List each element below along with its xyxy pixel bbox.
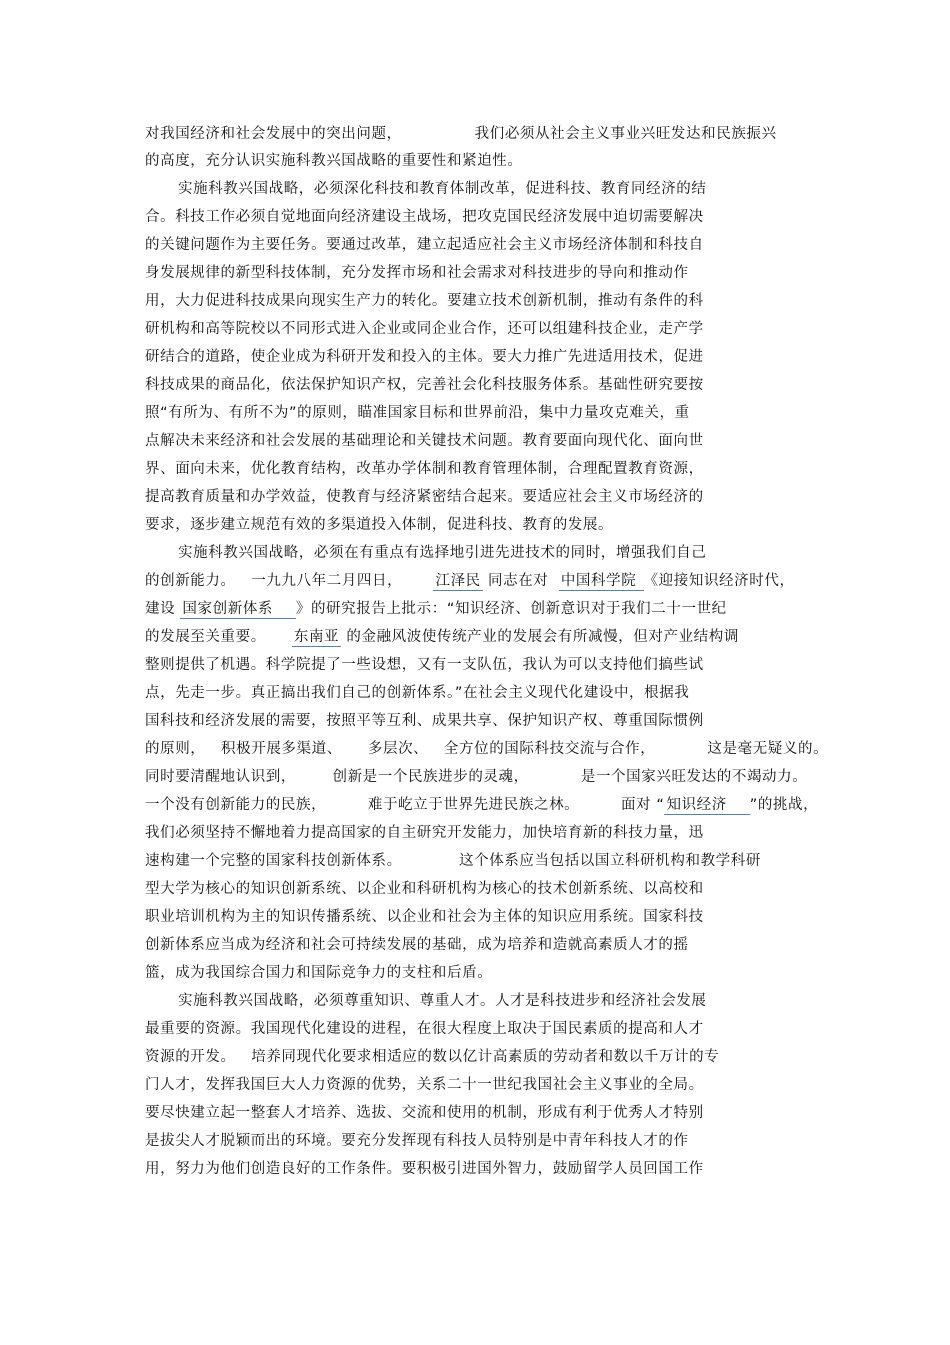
text-line: 是拔尖人才脱颖而出的环境。要充分发挥现有科技人员特别是中青年科技人才的作: [145, 1133, 689, 1149]
hyperlink-knowledge-economy[interactable]: 知识经济: [666, 797, 748, 813]
text-line: 用，努力为他们创造良好的工作条件。要积极引进国外智力，鼓励留学人员回国工作: [145, 1161, 704, 1177]
text-line: 资源的开发。 培养同现代化要求相适应的数以亿计高素质的劳动者和数以千万计的专: [145, 1049, 720, 1065]
text-line: 同时要清醒地认识到， 创新是一个民族进步的灵魂， 是一个国家兴旺发达的不竭动力。: [145, 769, 808, 785]
text-line: 职业培训机构为主的知识传播系统、以企业和社会为主体的知识应用系统。国家科技: [145, 909, 704, 925]
text-line: 要尽快建立起一整套人才培养、选拔、交流和使用的机制，形成有利于优秀人才特别: [145, 1105, 704, 1121]
hyperlink-southeast-asia[interactable]: 东南亚: [293, 629, 340, 645]
text-line: 照“有所为、有所不为”的原则，瞄准国家目标和世界前沿，集中力量攻克难关，重: [145, 405, 690, 421]
text-line: 我们必须坚持不懈地着力提高国家的自主研究开发能力，加快培育新的科技力量，迅: [145, 825, 704, 841]
text-line: 的创新能力。 一九九八年二月四日， 江泽民 同志在对 中国科学院 《迎接知识经济时代，: [145, 573, 795, 589]
text-line: 国科技和经济发展的需要，按照平等互利、成果共享、保护知识产权、尊重国际惯例: [145, 713, 704, 729]
text-line: 用，大力促进科技成果向现实生产力的转化。要建立技术创新机制，推动有条件的科: [145, 293, 704, 309]
text-line: 篮，成为我国综合国力和国际竞争力的支柱和后盾。: [145, 965, 493, 981]
text-line: 最重要的资源。我国现代化建设的进程，在很大程度上取决于国民素质的提高和人才: [145, 1021, 704, 1037]
text-line: 的高度，充分认识实施科教兴国战略的重要性和紧迫性。: [145, 153, 523, 169]
text-line: 的发展至关重要。 东南亚 的金融风波使传统产业的发展会有所减慢，但对产业结构调: [145, 629, 739, 645]
text-line: 界、面向未来，优化教育结构，改革办学体制和教育管理体制，合理配置教育资源，: [145, 461, 704, 477]
text-line: 提高教育质量和办学效益，使教育与经济紧密结合起来。要适应社会主义市场经济的: [145, 489, 704, 505]
text-line: 对我国经济和社会发展中的突出问题， 我们必须从社会主义事业兴旺发达和民族振兴: [145, 126, 777, 142]
text-line: 的关键问题作为主要任务。要通过改革，建立起适应社会主义市场经济体制和科技自: [145, 237, 704, 253]
text-line: 速构建一个完整的国家科技创新体系。 这个体系应当包括以国立科研机构和教学科研: [145, 853, 761, 869]
paragraph-start-line: 实施科教兴国战略，必须尊重知识、尊重人才。人才是科技进步和经济社会发展: [178, 993, 707, 1009]
paragraph-start-line: 实施科教兴国战略，必须在有重点有选择地引进先进技术的同时，增强我们自己: [178, 545, 707, 561]
text-line: 科技成果的商品化，依法保护知识产权，完善社会化科技服务体系。基础性研究要按: [145, 377, 704, 393]
text-line: 研结合的道路，使企业成为科研开发和投入的主体。要大力推广先进适用技术，促进: [145, 349, 704, 365]
text-line: 点，先走一步。真正搞出我们自己的创新体系。”在社会主义现代化建设中，根据我: [145, 685, 690, 701]
hyperlink-jiang-zemin[interactable]: 江泽民: [435, 573, 481, 589]
text-line: 整则提供了机遇。科学院提了一些设想，又有一支队伍，我认为可以支持他们搞些试: [145, 657, 704, 673]
text-line: 一个没有创新能力的民族， 难于屹立于世界先进民族之林。 面对 “ 知识经济 ”的挑战，: [145, 797, 819, 813]
hyperlink-national-innovation-system[interactable]: 国家创新体系: [182, 601, 294, 617]
text-line: 创新体系应当成为经济和社会可持续发展的基础，成为培养和造就高素质人才的摇: [145, 937, 689, 953]
text-line: 的原则， 积极开展多渠道、 多层次、 全方位的国际科技交流与合作， 这是毫无疑义的。: [145, 741, 829, 757]
text-line: 要求，逐步建立规范有效的多渠道投入体制，促进科技、教育的发展。: [145, 517, 614, 533]
hyperlink-cas[interactable]: 中国科学院: [560, 573, 642, 589]
text-line: 型大学为核心的知识创新系统、以企业和科研机构为核心的技术创新系统、以高校和: [145, 881, 704, 897]
text-line: 建设 国家创新体系 》的研究报告上批示：“知识经济、创新意识对于我们二十一世纪: [145, 601, 727, 617]
text-line: 门人才，发挥我国巨大人力资源的优势，关系二十一世纪我国社会主义事业的全局。: [145, 1077, 704, 1093]
text-line: 研机构和高等院校以不同形式进入企业或同企业合作，还可以组建科技企业，走产学: [145, 321, 704, 337]
text-line: 身发展规律的新型科技体制，充分发挥市场和社会需求对科技进步的导向和推动作: [145, 265, 689, 281]
text-line: 合。科技工作必须自觉地面向经济建设主战场，把攻克国民经济发展中迫切需要解决: [145, 209, 704, 225]
paragraph-start-line: 实施科教兴国战略，必须深化科技和教育体制改革，促进科技、教育同经济的结: [178, 181, 707, 197]
text-line: 点解决未来经济和社会发展的基础理论和关键技术问题。教育要面向现代化、面向世: [145, 433, 704, 449]
